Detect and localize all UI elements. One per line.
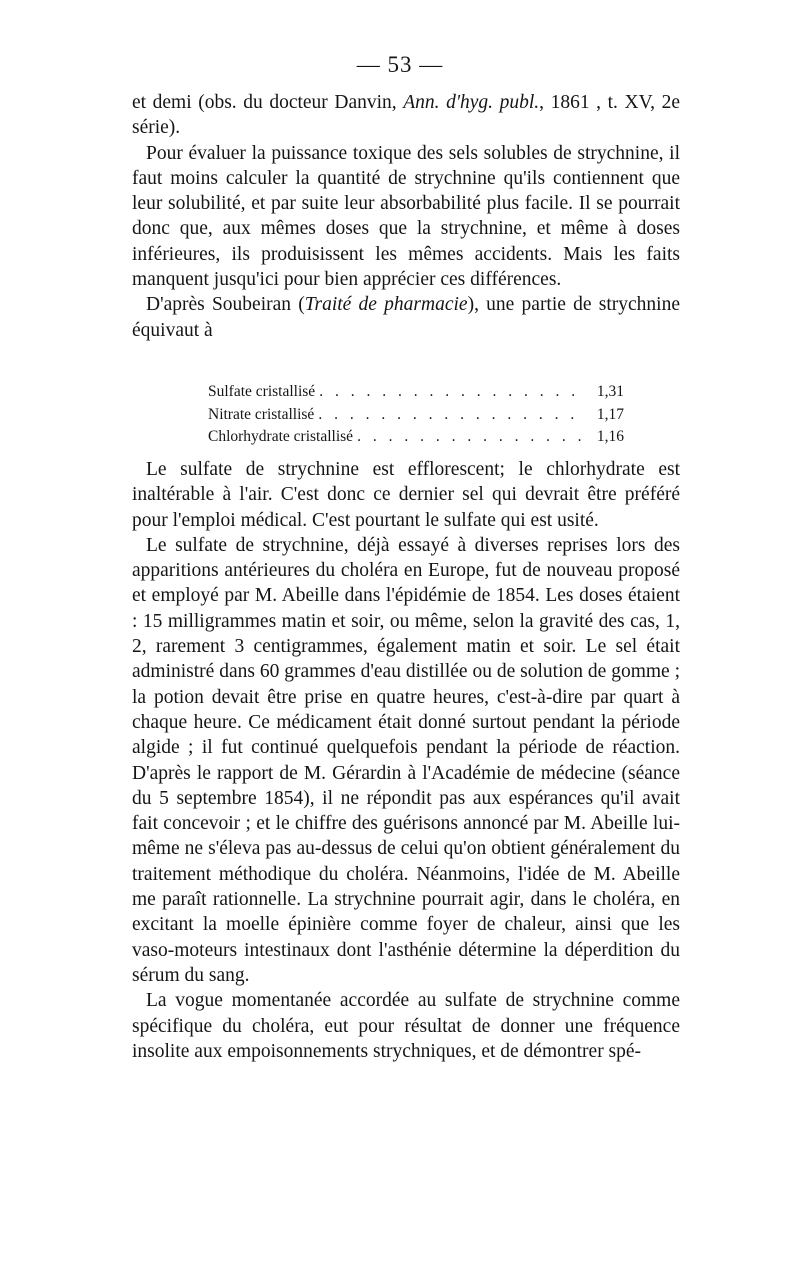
salt-name: Nitrate cristallisé [208, 405, 315, 423]
paragraph-toxicity: Pour évaluer la puissance toxique des sels solubles de strychnine, il faut moins calculer la quantité de strychnine qu'ils contiennent que leur solubilité, et par suite leur absorbabilité plus facile. Il se pourrait donc que, aux mêmes doses que la strychnine, et même à doses inférieures, ils produisissent les mêmes accidents. Mais les faits manquent jusqu'ici pour bien apprécier ces différences. [132, 142, 680, 291]
text-block-bottom [132, 457, 680, 1064]
citation: Ann. d'hyg. publ. [403, 92, 540, 113]
salt-value: 1,17 [596, 405, 624, 423]
salt-value: 1,16 [596, 428, 624, 445]
text-block-top [132, 90, 680, 343]
paragraph-continued [132, 90, 680, 141]
paragraph-soubeiran [132, 292, 680, 343]
page-number: — 53 — [356, 52, 444, 77]
paragraph-text: et demi (obs. du docteur Danvin, [132, 92, 404, 113]
paragraph-text: , 1861 , t. XV, 2e série). [132, 92, 680, 139]
paragraph-abeille: Le sulfate de strychnine, déjà essayé à diverses reprises lors des apparitions antérieures du choléra en Europe, fut de nouveau proposé et employé par M. Abeille dans l'épidémie de 1854. Les doses étaient : 15 milligrammes matin et soir, ou même, selon la gravité des cas, 1, 2, rarement 3 centigrammes, également matin et soir. Le sel était administré dans 60 grammes d'eau distillée ou de solution de gomme ; la potion devait être prise en quatre heures, c'est-à-dire par quart à chaque heure. Ce médicament était donné surtout pendant la période algide ; il fut continué quelquefois pendant la période de réaction. D'après le rapport de M. Gérardin à l'Académie de médecine (séance du 5 septembre 1854), il ne répondit pas aux espérances qu'il avait fait concevoir ; et le chiffre des guérisons annoncé par M. Abeille lui-même ne s'éleva pas au-dessus de celui qu'on obtient généralement du traitement méthodique du choléra. Néanmoins, l'idée de M. Abeille me paraît rationnelle. La strychnine pourrait agir, dans le choléra, en excitant la moelle épinière comme foyer de chaleur, ainsi que les vaso-moteurs intestinaux dont l'asthénie détermine la déperdition du sérum du sang. [132, 534, 680, 986]
paragraph-vogue: La vogue momentanée accordée au sulfate de strychnine comme spécifique du choléra, eut pour résultat de donner une fréquence insolite aux empoisonnements strychniques, et de démontrer spé- [132, 990, 680, 1062]
equivalence-table [208, 381, 624, 449]
citation: Traité de pharmacie [304, 294, 468, 316]
table-row [208, 381, 624, 404]
salt-name: Sulfate cristallisé [208, 383, 316, 400]
salt-value: 1,31 [596, 383, 624, 400]
salt-name: Chlorhydrate cristallisé [208, 428, 354, 445]
dot-leader [315, 381, 582, 404]
paragraph-text: D'après Soubeiran ( [146, 294, 305, 316]
paragraph-sulfate-properties: Le sulfate de strychnine est efflorescent; le chlorhydrate est inaltérable à l'air. C'est donc ce dernier sel qui devrait être préféré pour l'emploi médical. C'est pourtant le sulfate qui est usité. [132, 459, 680, 531]
table-row [208, 404, 624, 427]
dot-leader [314, 404, 582, 427]
table-row [208, 426, 624, 449]
paragraph-text: ), une partie de strychnine équivaut à [132, 294, 680, 341]
dot-leader [353, 426, 582, 449]
